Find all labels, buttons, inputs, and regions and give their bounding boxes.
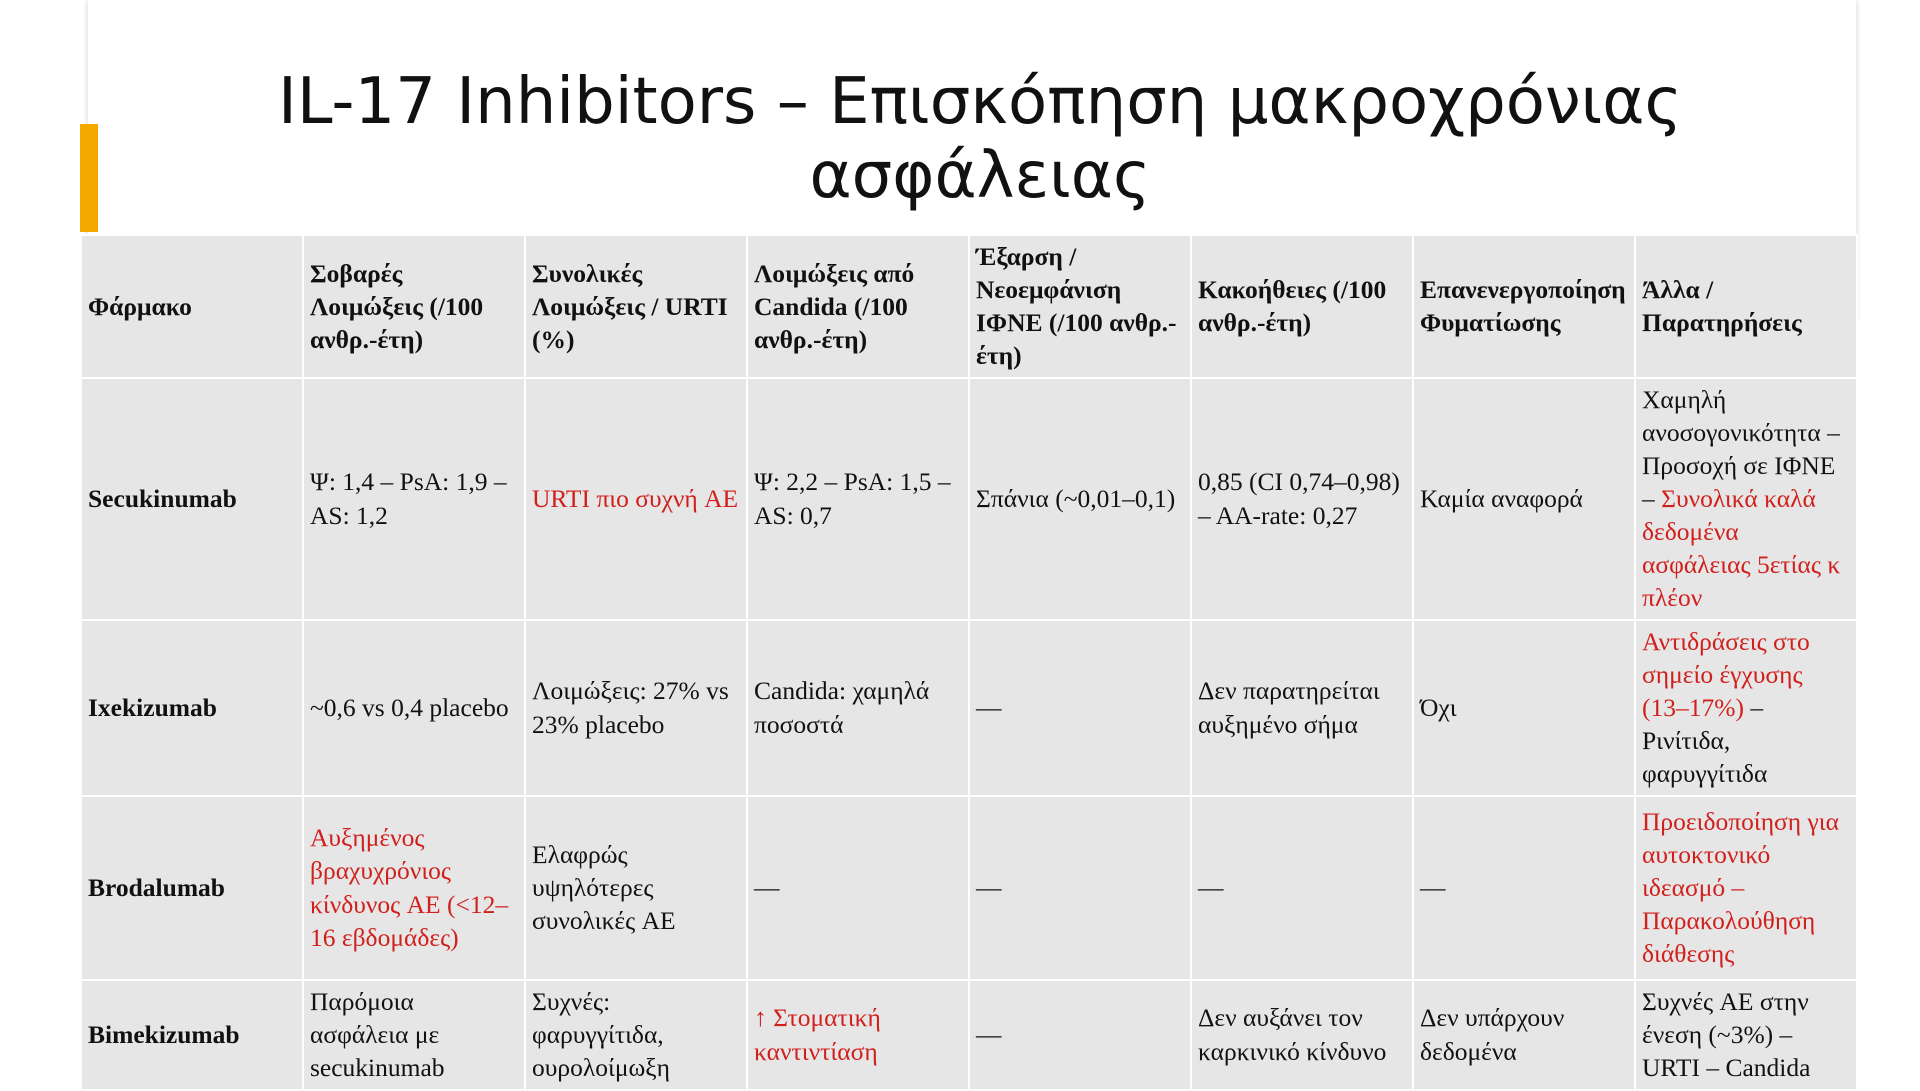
cell-total: URTI πιο συχνή AE xyxy=(525,378,747,620)
cell-drug: Ixekizumab xyxy=(81,620,303,796)
cell-total: Συχνές: φαρυγγίτιδα, ουρολοίμωξη xyxy=(525,980,747,1090)
header-drug: Φάρμακο xyxy=(81,235,303,378)
table-row-brodalumab xyxy=(81,796,1857,980)
table-row-ixekizumab xyxy=(81,620,1857,796)
safety-table xyxy=(80,234,1858,1091)
cell-serious: Παρόμοια ασφάλεια με secukinumab xyxy=(303,980,525,1090)
table-header-row xyxy=(81,235,1857,378)
cell-tb: Δεν υπάρχουν δεδομένα xyxy=(1413,980,1635,1090)
cell-serious: ~0,6 vs 0,4 placebo xyxy=(303,620,525,796)
cell-candida: ↑ Στοματική καντιντίαση xyxy=(747,980,969,1090)
cell-serious: Ψ: 1,4 – PsA: 1,9 – AS: 1,2 xyxy=(303,378,525,620)
cell-total: Ελαφρώς υψηλότερες συνολικές AE xyxy=(525,796,747,980)
cell-serious: Αυξημένος βραχυχρόνιος κίνδυνος AE (<12–16 εβδομάδες) xyxy=(303,796,525,980)
cell-drug: Bimekizumab xyxy=(81,980,303,1090)
cell-other: Αντιδράσεις στο σημείο έγχυσης (13–17%) – Ρινίτιδα, φαρυγγίτιδα xyxy=(1635,620,1857,796)
cell-drug: Brodalumab xyxy=(81,796,303,980)
accent-bar xyxy=(80,124,98,232)
slide-title: IL-17 Inhibitors – Επισκόπηση μακροχρόνιας ασφάλειας xyxy=(278,65,1682,213)
cell-ibd: — xyxy=(969,980,1191,1090)
table-row-bimekizumab xyxy=(81,980,1857,1090)
cell-other: Συχνές AE στην ένεση (~3%) – URTI – Candida xyxy=(1635,980,1857,1090)
cell-other: Χαμηλή ανοσογονικότητα – Προσοχή σε ΙΦΝΕ – Συνολικά καλά δεδομένα ασφάλειας 5ετίας κ πλέον xyxy=(1635,378,1857,620)
cell-other: Προειδοποίηση για αυτοκτονικό ιδεασμό – Παρακολούθηση διάθεσης xyxy=(1635,796,1857,980)
cell-candida: — xyxy=(747,796,969,980)
cell-tb: Καμία αναφορά xyxy=(1413,378,1635,620)
header-malignancy: Κακοήθειες (/100 ανθρ.-έτη) xyxy=(1191,235,1413,378)
header-other: Άλλα / Παρατηρήσεις xyxy=(1635,235,1857,378)
cell-drug: Secukinumab xyxy=(81,378,303,620)
cell-total: Λοιμώξεις: 27% vs 23% placebo xyxy=(525,620,747,796)
cell-tb: — xyxy=(1413,796,1635,980)
header-ibd: Έξαρση / Νεοεμφάνιση ΙΦΝΕ (/100 ανθρ.-έτη) xyxy=(969,235,1191,378)
cell-candida: Candida: χαμηλά ποσοστά xyxy=(747,620,969,796)
cell-ibd: Σπάνια (~0,01–0,1) xyxy=(969,378,1191,620)
cell-malignancy: Δεν αυξάνει τον καρκινικό κίνδυνο xyxy=(1191,980,1413,1090)
cell-ibd: — xyxy=(969,796,1191,980)
header-serious-infections: Σοβαρές Λοιμώξεις (/100 ανθρ.-έτη) xyxy=(303,235,525,378)
header-total-infections: Συνολικές Λοιμώξεις / URTI (%) xyxy=(525,235,747,378)
header-tb: Επανενεργοποίηση Φυματίωσης xyxy=(1413,235,1635,378)
cell-tb: Όχι xyxy=(1413,620,1635,796)
cell-candida: Ψ: 2,2 – PsA: 1,5 – AS: 0,7 xyxy=(747,378,969,620)
table-row-secukinumab xyxy=(81,378,1857,620)
cell-ibd: — xyxy=(969,620,1191,796)
cell-malignancy: 0,85 (CI 0,74–0,98) – AA-rate: 0,27 xyxy=(1191,378,1413,620)
header-candida: Λοιμώξεις από Candida (/100 ανθρ.-έτη) xyxy=(747,235,969,378)
cell-malignancy: — xyxy=(1191,796,1413,980)
cell-malignancy: Δεν παρατηρείται αυξημένο σήμα xyxy=(1191,620,1413,796)
